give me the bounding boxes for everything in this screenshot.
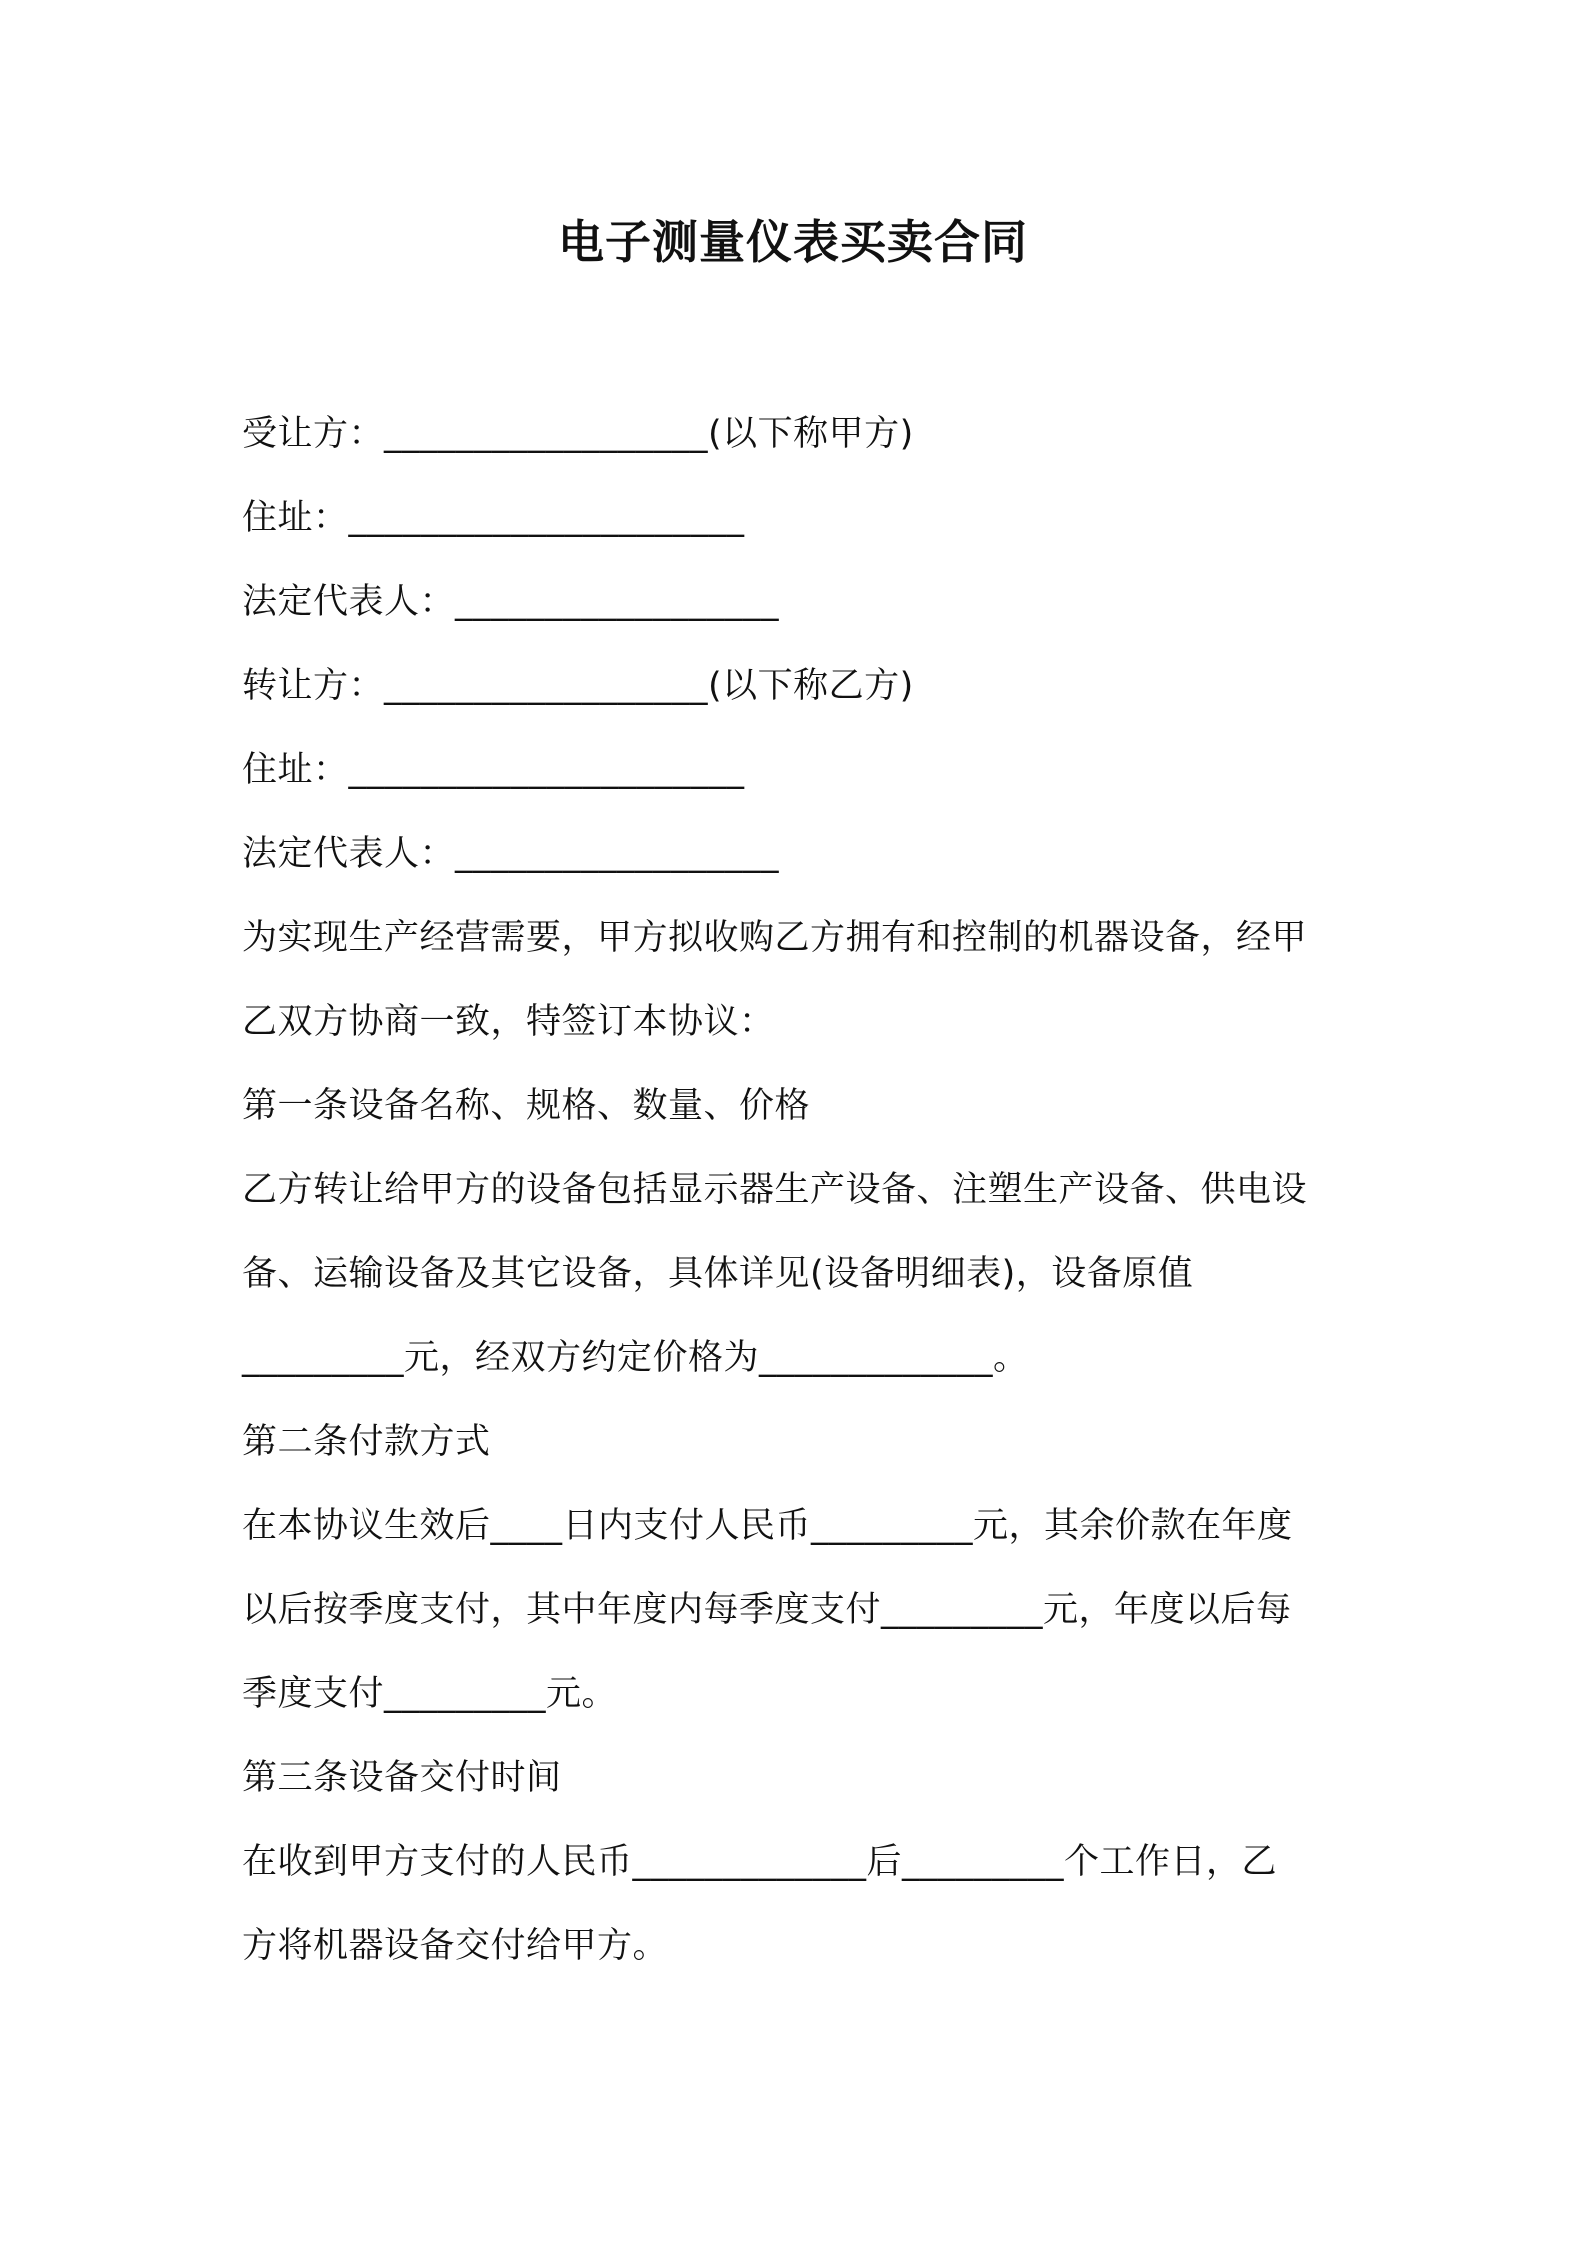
article-2-line-3: 季度支付_________元。 bbox=[242, 1674, 618, 1714]
buyer-line: 受让方：__________________(以下称甲方) bbox=[242, 414, 914, 454]
article-3-line-2: 方将机器设备交付给甲方。 bbox=[242, 1926, 669, 1966]
article-2-line-2: 以后按季度支付，其中年度内每季度支付_________元，年度以后每 bbox=[242, 1590, 1292, 1630]
seller-legal-rep-line: 法定代表人：__________________ bbox=[242, 834, 780, 874]
article-1-line-1: 乙方转让给甲方的设备包括显示器生产设备、注塑生产设备、供电设 bbox=[242, 1170, 1308, 1210]
article-1-heading: 第一条设备名称、规格、数量、价格 bbox=[242, 1086, 811, 1126]
buyer-address-line: 住址：______________________ bbox=[242, 498, 745, 538]
buyer-legal-rep-line: 法定代表人：__________________ bbox=[242, 582, 780, 622]
seller-address-line: 住址：______________________ bbox=[242, 750, 745, 790]
article-2-heading: 第二条付款方式 bbox=[242, 1422, 491, 1462]
article-1-line-2: 备、运输设备及其它设备，具体详见(设备明细表)，设备原值 bbox=[242, 1254, 1194, 1294]
preamble-line-2: 乙双方协商一致，特签订本协议： bbox=[242, 1002, 775, 1042]
seller-line: 转让方：__________________(以下称乙方) bbox=[242, 666, 914, 706]
document-title: 电子测量仪表买卖合同 bbox=[558, 215, 1028, 269]
article-1-line-3: _________元，经双方约定价格为_____________。 bbox=[242, 1338, 1029, 1378]
article-3-line-1: 在收到甲方支付的人民币_____________后_________个工作日，乙 bbox=[242, 1842, 1278, 1882]
article-2-line-1: 在本协议生效后____日内支付人民币_________元，其余价款在年度 bbox=[242, 1506, 1293, 1546]
article-3-heading: 第三条设备交付时间 bbox=[242, 1758, 562, 1798]
preamble-line-1: 为实现生产经营需要，甲方拟收购乙方拥有和控制的机器设备，经甲 bbox=[242, 918, 1308, 958]
